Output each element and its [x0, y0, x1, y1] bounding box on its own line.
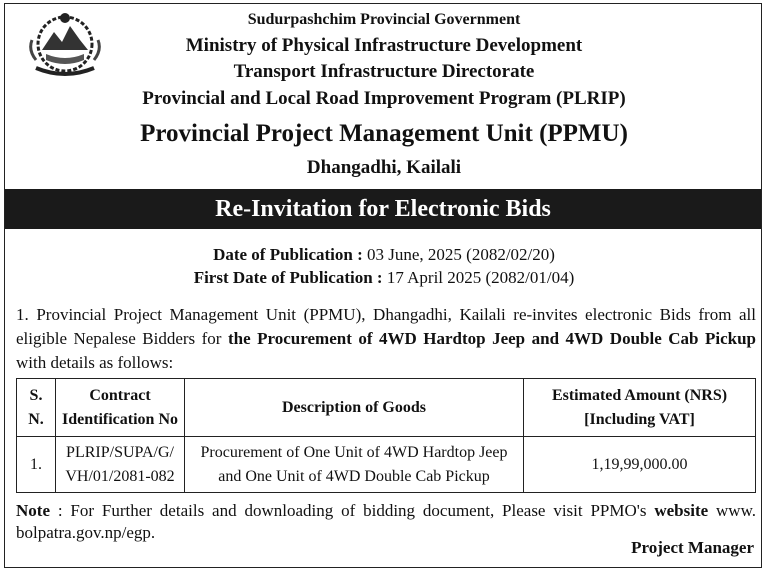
paragraph-text: Provincial Project Management Unit (PPMU), Dhangadhi, Kailali re-invites electronic Bids from all eligible Nepalese Bidders for — [16, 305, 756, 348]
invitation-paragraph — [16, 303, 756, 375]
notice-title-banner: Re-Invitation for Electronic Bids — [5, 189, 761, 229]
col-amount-header — [524, 379, 756, 437]
website-link[interactable]: www. bolpatra.gov.np/egp. — [16, 501, 756, 542]
paragraph-number: 1. — [16, 305, 29, 324]
paragraph-text-end: with details as follows: — [16, 353, 174, 372]
first-publication-date-label: First Date of Publication : — [193, 268, 383, 287]
header-directorate: Transport Infrastructure Directorate — [233, 61, 535, 82]
publication-date — [0, 245, 768, 265]
header-provincial-government: Sudurpashchim Provincial Government — [247, 11, 521, 28]
first-publication-date — [0, 268, 768, 288]
table-header-row — [17, 379, 756, 437]
col-amount-header-line2: [Including VAT] — [584, 410, 695, 428]
col-sn-header: S. N. — [17, 379, 56, 437]
publication-date-value: 03 June, 2025 (2082/02/20) — [367, 245, 555, 264]
col-contract-header: Contract Identification No — [56, 379, 185, 437]
header-program: Provincial and Local Road Improvement Program (PLRIP) — [142, 88, 626, 109]
col-amount-header-line1: Estimated Amount (NRS) — [551, 386, 728, 404]
first-publication-date-value: 17 April 2025 (2082/01/04) — [386, 268, 575, 287]
row-sn: 1. — [17, 437, 56, 493]
header-location: Dhangadhi, Kailali — [306, 157, 462, 178]
row-description: Procurement of One Unit of 4WD Hardtop Jeep and One Unit of 4WD Double Cab Pickup — [185, 437, 524, 493]
publication-date-label: Date of Publication : — [213, 245, 363, 264]
note-label: Note — [16, 501, 50, 520]
row-amount: 1,19,99,000.00 — [524, 437, 756, 493]
header-ministry: Ministry of Physical Infrastructure Development — [185, 35, 583, 56]
table-row — [17, 437, 756, 493]
note-website-word: website — [654, 501, 709, 520]
signature-project-manager: Project Manager — [631, 538, 754, 557]
header-ppmu: Provincial Project Management Unit (PPMU) — [140, 120, 628, 147]
note-text: : For Further details and downloading of bidding document, Please visit PPMO's — [57, 501, 647, 520]
procurement-title: the Procurement of 4WD Hardtop Jeep and 4WD Double Cab Pickup — [227, 329, 756, 348]
bid-details-table — [16, 378, 756, 493]
col-description-header: Description of Goods — [185, 379, 524, 437]
row-contract-id: PLRIP/SUPA/G/ VH/01/2081-082 — [56, 437, 185, 493]
